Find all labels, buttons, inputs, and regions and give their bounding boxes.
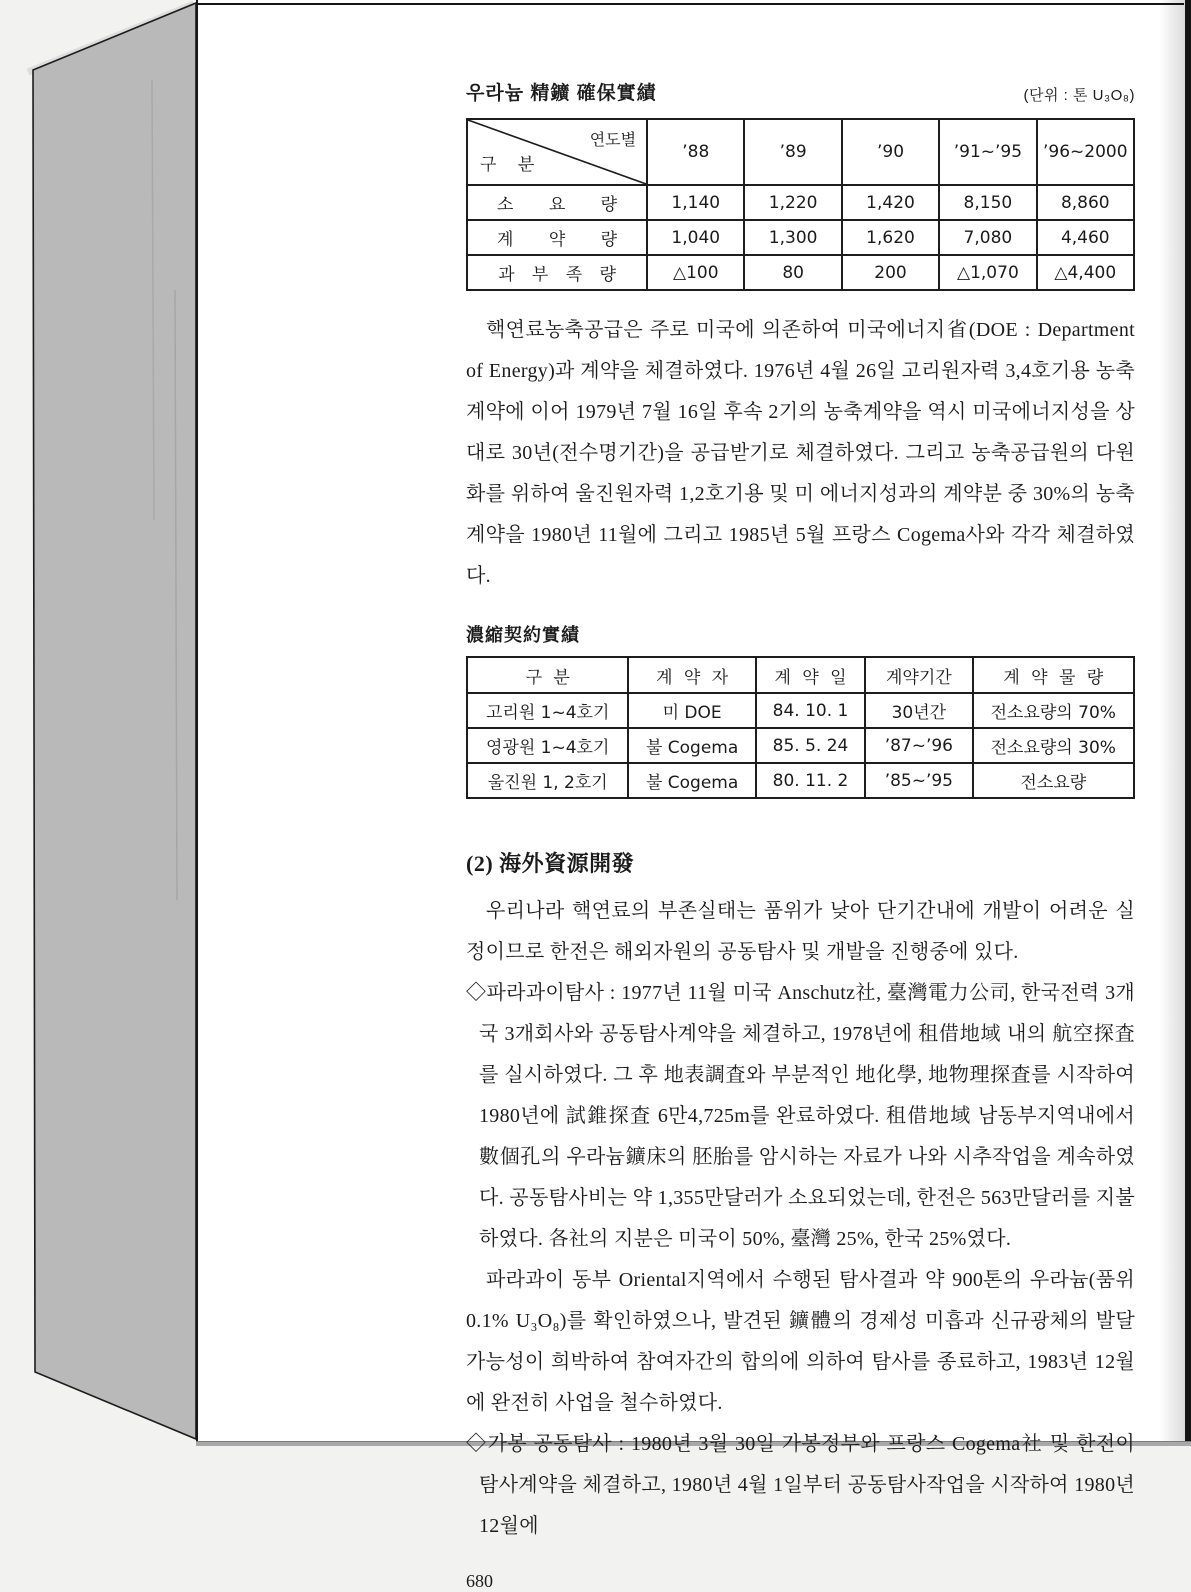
table-row bbox=[467, 728, 1134, 763]
uranium-procurement-table bbox=[466, 118, 1135, 291]
column-header: 계 약 물 량 bbox=[973, 657, 1134, 693]
table-cell: 고리원 1~4호기 bbox=[467, 693, 628, 728]
body-paragraph: 우리나라 핵연료의 부존실태는 품위가 낮아 단기간내에 개발이 어려운 실정이므로 한전은 해외자원의 공동탐사 및 개발을 진행중에 있다. bbox=[466, 900, 1135, 963]
page-number: 680 bbox=[466, 1571, 493, 1591]
table-cell: 전소요량 bbox=[973, 763, 1134, 798]
page-content bbox=[466, 0, 1135, 1592]
scanned-page bbox=[196, 0, 1191, 1591]
table-cell: 불 Cogema bbox=[628, 763, 755, 798]
column-header: ’91~’95 bbox=[939, 119, 1036, 185]
table-cell: ’87~’96 bbox=[865, 728, 972, 763]
table-cell: 85. 5. 24 bbox=[756, 728, 865, 763]
table-cell: 1,300 bbox=[744, 220, 841, 255]
enrichment-contract-table bbox=[466, 656, 1135, 799]
table-cell: 미 DOE bbox=[628, 693, 755, 728]
column-header: 계약기간 bbox=[865, 657, 972, 693]
table-row bbox=[467, 693, 1134, 728]
table-cell: 1,040 bbox=[647, 220, 744, 255]
table-cell: 80 bbox=[744, 255, 841, 290]
table-row bbox=[467, 255, 1134, 290]
book-edge-graphic bbox=[0, 0, 210, 1446]
page-left-edge bbox=[196, 0, 198, 1446]
book-edge-face bbox=[33, 3, 196, 1439]
page-right-shade bbox=[1159, 0, 1185, 1446]
table-cell: 울진원 1, 2호기 bbox=[467, 763, 628, 798]
table1-caption-row bbox=[466, 78, 1135, 105]
table-cell: 1,620 bbox=[842, 220, 939, 255]
table-cell: 불 Cogema bbox=[628, 728, 755, 763]
table-cell: 8,150 bbox=[939, 185, 1036, 220]
table-cell: 영광원 1~4호기 bbox=[467, 728, 628, 763]
body-paragraph: 파라과이 동부 Oriental지역에서 수행된 탐사결과 약 900톤의 우라늄(품위 0.1% U₃O₈)를 확인하였으나, 발견된 鑛體의 경제성 미흡과 신규광체의 발달가능성이 희박하여 참여자간의 합의에 의하여 탐사를 종료하고, 1983년 12월에 완전히 사업을 철수하였다. bbox=[466, 1269, 1135, 1414]
table1-title: 우라늄 精鑛 確保實績 bbox=[466, 83, 657, 104]
table-cell: 84. 10. 1 bbox=[756, 693, 865, 728]
table-cell: 200 bbox=[842, 255, 939, 290]
table-cell: △100 bbox=[647, 255, 744, 290]
table-cell: 1,220 bbox=[744, 185, 841, 220]
page-right-edge bbox=[1185, 0, 1191, 1446]
table-row bbox=[467, 763, 1134, 798]
row-label: 계 약 량 bbox=[467, 220, 647, 255]
table1-unit: (단위 : 톤 U₃O₈) bbox=[1023, 87, 1135, 104]
corner-label-year: 연도별 bbox=[589, 130, 637, 149]
corner-label-category: 구 분 bbox=[480, 155, 535, 175]
row-label: 과 부 족 량 bbox=[467, 255, 647, 290]
body-paragraph-paraguay: ◇파라과이탐사 : 1977년 11월 미국 Anschutz社, 臺灣電力公司, 한국전력 3개국 3개회사와 공동탐사계약을 체결하고, 1978년에 租借地域 내의 航空探査를 실시하였다. 그 후 地表調査와 부분적인 地化學, 地物理探査를 시작하여 1980년에 試錐探査 6만4,725m를 완료하였다. 租借地域 남동부지역내에서 數個孔의 우라늄鑛床의 胚胎를 암시하는 자료가 나와 시추작업을 계속하였다. 공동탐사비는 약 1,355만달러가 소요되었는데, 한전은 563만달러를 지불하였다. 各社의 지분은 미국이 50%, 臺灣 25%, 한국 25%였다. bbox=[466, 982, 1135, 1250]
table2-title: 濃縮契約實績 bbox=[466, 625, 580, 645]
table-cell: △4,400 bbox=[1037, 255, 1134, 290]
table-cell: 7,080 bbox=[939, 220, 1036, 255]
table-row bbox=[467, 185, 1134, 220]
column-header: 계 약 자 bbox=[628, 657, 755, 693]
column-header: ’89 bbox=[744, 119, 841, 185]
table-cell: △1,070 bbox=[939, 255, 1036, 290]
table-cell: ’85~’95 bbox=[865, 763, 972, 798]
body-paragraph-gabon: ◇가봉 공동탐사 : 1980년 3월 30일 가봉정부와 프랑스 Cogema社 및 한전이 탐사계약을 체결하고, 1980년 4월 1일부터 공동탐사작업을 시작하여 1980년 12월에 bbox=[466, 1433, 1135, 1537]
diagonal-corner-cell bbox=[467, 119, 647, 185]
table-row bbox=[467, 220, 1134, 255]
body-paragraph: 핵연료농축공급은 주로 미국에 의존하여 미국에너지省(DOE : Department of Energy)과 계약을 체결하였다. 1976년 4월 26일 고리원자력 3,4호기용 농축계약에 이어 1979년 7월 16일 후속 2기의 농축계약을 역시 미국에너지성을 상대로 30년(전수명기간)을 공급받기로 체결하였다. 그리고 농축공급원의 다원화를 위하여 울진원자력 1,2호기용 및 미 에너지성과의 계약분 중 30%의 농축계약을 1980년 11월에 그리고 1985년 5월 프랑스 Cogema사와 각각 체결하였다. bbox=[466, 319, 1135, 587]
table-cell: 4,460 bbox=[1037, 220, 1134, 255]
section-heading: (2) 海外資源開發 bbox=[466, 851, 635, 876]
table-cell: 전소요량의 30% bbox=[973, 728, 1134, 763]
table-cell: 전소요량의 70% bbox=[973, 693, 1134, 728]
column-header: ’88 bbox=[647, 119, 744, 185]
table-cell: 8,860 bbox=[1037, 185, 1134, 220]
column-header: 구 분 bbox=[467, 657, 628, 693]
table-cell: 80. 11. 2 bbox=[756, 763, 865, 798]
table-cell: 30년간 bbox=[865, 693, 972, 728]
table-header-row bbox=[467, 657, 1134, 693]
column-header: ’90 bbox=[842, 119, 939, 185]
table-cell: 1,420 bbox=[842, 185, 939, 220]
row-label: 소 요 량 bbox=[467, 185, 647, 220]
table-cell: 1,140 bbox=[647, 185, 744, 220]
column-header: ’96~2000 bbox=[1037, 119, 1134, 185]
column-header: 계 약 일 bbox=[756, 657, 865, 693]
table-header-row bbox=[467, 119, 1134, 185]
